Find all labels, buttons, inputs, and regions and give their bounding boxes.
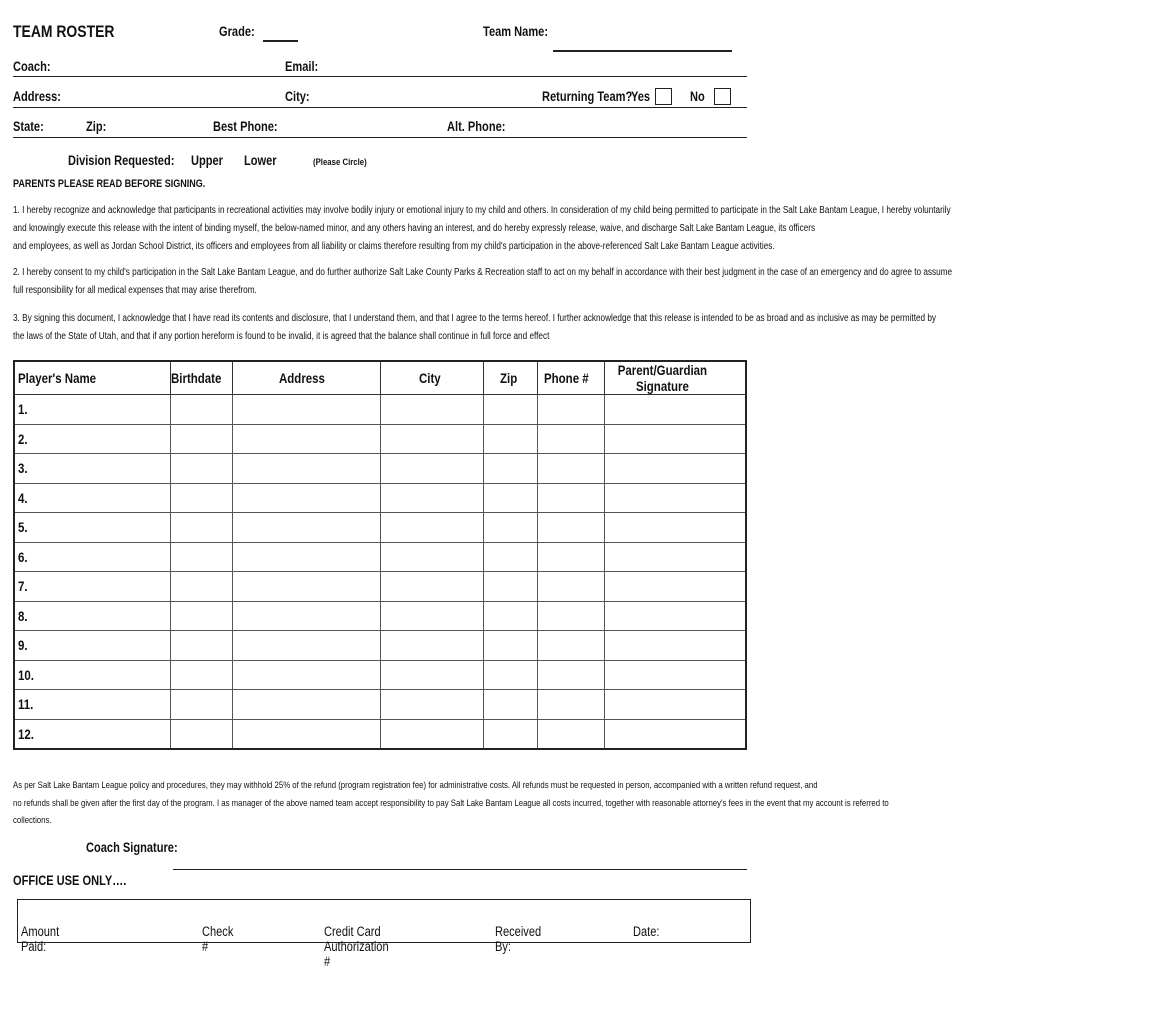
yes-label: Yes (631, 89, 651, 104)
player-name-cell[interactable] (14, 395, 170, 425)
table-row (14, 513, 746, 543)
roster-cell[interactable] (233, 631, 381, 661)
roster-cell[interactable] (483, 395, 537, 425)
player-name-cell[interactable] (14, 572, 170, 602)
division-upper[interactable]: Upper (191, 153, 223, 168)
roster-cell[interactable] (604, 513, 746, 543)
roster-cell[interactable] (483, 424, 537, 454)
release-paragraph-1: 1. I hereby recognize and acknowledge that participants in recreational activities may involve bodily injury or emotional injury to my child and others. In consideration of my child being permitted to participate in the Salt Lake Bantam League, I hereby voluntarily and knowingly execute this release with the intent of binding myself, the below-named minor, and any others having an interest, and do hereby expressly release, waive, and discharge Salt Lake Bantam League, its officers and employees, as well as Jordan School District, its officers and employees from all liability or claims therefore resulting from my child's participation in the above-referenced Salt Lake Bantam League activities. (13, 205, 951, 252)
roster-cell[interactable] (170, 483, 232, 513)
roster-cell[interactable] (170, 542, 232, 572)
zip-label: Zip: (86, 119, 107, 134)
roster-cell[interactable] (604, 660, 746, 690)
roster-cell[interactable] (170, 424, 232, 454)
roster-cell[interactable] (538, 513, 605, 543)
roster-cell[interactable] (233, 454, 381, 484)
roster-cell[interactable] (538, 424, 605, 454)
team-name-field[interactable] (553, 50, 732, 52)
roster-cell[interactable] (233, 719, 381, 749)
table-row (14, 454, 746, 484)
coach-email-line[interactable] (13, 76, 747, 77)
roster-cell[interactable] (483, 454, 537, 484)
row-number: 4. (18, 489, 28, 506)
release-paragraph-2: 2. I hereby consent to my child's participation in the Salt Lake Bantam League, and do further authorize Salt Lake County Parks & Recreation staff to act on my behalf in accordance with their best judgment in the case of an emergency and do agree to assume full responsibility for all medical expenses that may arise therefrom. (13, 267, 953, 296)
roster-cell[interactable] (170, 601, 232, 631)
roster-cell[interactable] (483, 542, 537, 572)
office-use-heading: OFFICE USE ONLY…. (13, 873, 127, 888)
alt-phone-label: Alt. Phone: (447, 119, 506, 134)
roster-cell[interactable] (381, 660, 484, 690)
form-title: TEAM ROSTER (13, 22, 115, 41)
roster-cell[interactable] (233, 572, 381, 602)
roster-cell[interactable] (604, 483, 746, 513)
phone-line[interactable] (13, 137, 747, 138)
roster-cell[interactable] (233, 513, 381, 543)
no-checkbox[interactable] (714, 88, 731, 105)
roster-cell[interactable] (538, 395, 605, 425)
row-number: 2. (18, 430, 28, 447)
roster-cell[interactable] (538, 719, 605, 749)
player-name-cell[interactable] (14, 454, 170, 484)
release-paragraph-3: 3. By signing this document, I acknowledge that I have read its contents and disclosure, that I understand them, and that I agree to the terms hereof. I further acknowledge that this release is intended to be as broad and as inclusive as may be permitted by the laws of the State of Utah, and that if any portion hereform is found to be invalid, it is agreed that the balance shall continue in full force and effect (13, 313, 937, 342)
roster-cell[interactable] (483, 690, 537, 720)
roster-cell[interactable] (233, 660, 381, 690)
table-row (14, 424, 746, 454)
column-header-signature: Parent/Guardian Signature (604, 361, 746, 395)
roster-cell[interactable] (604, 424, 746, 454)
grade-field[interactable] (263, 40, 298, 42)
column-header-birthdate: Birthdate (170, 361, 232, 395)
state-label: State: (13, 119, 44, 134)
player-name-cell[interactable] (14, 542, 170, 572)
row-number: 8. (18, 607, 28, 624)
roster-cell[interactable] (170, 395, 232, 425)
roster-cell[interactable] (381, 572, 484, 602)
table-row (14, 483, 746, 513)
roster-cell[interactable] (483, 660, 537, 690)
roster-cell[interactable] (381, 631, 484, 661)
yes-checkbox[interactable] (655, 88, 672, 105)
row-number: 6. (18, 548, 28, 565)
team-name-label: Team Name: (483, 24, 549, 39)
roster-cell[interactable] (233, 690, 381, 720)
roster-cell[interactable] (483, 513, 537, 543)
table-row (14, 690, 746, 720)
row-number: 3. (18, 460, 28, 477)
column-header-address: Address (233, 361, 381, 395)
roster-cell[interactable] (381, 542, 484, 572)
player-name-cell[interactable] (14, 513, 170, 543)
roster-cell[interactable] (381, 483, 484, 513)
roster-cell[interactable] (483, 572, 537, 602)
division-label: Division Requested: (68, 153, 175, 168)
roster-cell[interactable] (538, 631, 605, 661)
please-circle-note: (Please Circle) (313, 157, 367, 168)
roster-cell[interactable] (604, 690, 746, 720)
roster-cell[interactable] (233, 424, 381, 454)
column-header-city: City (381, 361, 484, 395)
table-row (14, 660, 746, 690)
table-row (14, 572, 746, 602)
roster-cell[interactable] (483, 719, 537, 749)
roster-cell[interactable] (381, 601, 484, 631)
table-row (14, 601, 746, 631)
player-name-cell[interactable] (14, 719, 170, 749)
roster-cell[interactable] (604, 572, 746, 602)
row-number: 1. (18, 401, 28, 418)
roster-cell[interactable] (233, 395, 381, 425)
roster-cell[interactable] (604, 542, 746, 572)
roster-table (13, 360, 747, 750)
roster-cell[interactable] (381, 424, 484, 454)
coach-signature-line[interactable] (173, 869, 747, 870)
roster-cell[interactable] (483, 631, 537, 661)
row-number: 11. (18, 696, 34, 713)
roster-cell[interactable] (538, 454, 605, 484)
roster-cell[interactable] (604, 719, 746, 749)
roster-cell[interactable] (381, 719, 484, 749)
table-row (14, 631, 746, 661)
office-use-box: Amount Paid: Check # Credit Card Authorization # Received By: Date: (17, 899, 751, 943)
email-label: Email: (285, 59, 319, 74)
roster-header-row (14, 361, 746, 395)
city-label: City: (285, 89, 310, 104)
player-name-cell[interactable] (14, 631, 170, 661)
column-header-zip: Zip (483, 361, 537, 395)
row-number: 5. (18, 519, 28, 536)
roster-cell[interactable] (604, 601, 746, 631)
no-label: No (690, 89, 705, 104)
returning-team-label: Returning Team? (542, 89, 633, 104)
row-number: 7. (18, 578, 28, 595)
roster-cell[interactable] (381, 690, 484, 720)
roster-cell[interactable] (170, 690, 232, 720)
player-name-cell[interactable] (14, 660, 170, 690)
best-phone-label: Best Phone: (213, 119, 278, 134)
row-number: 9. (18, 637, 28, 654)
roster-cell[interactable] (538, 690, 605, 720)
roster-cell[interactable] (381, 454, 484, 484)
roster-cell[interactable] (538, 601, 605, 631)
roster-cell[interactable] (538, 660, 605, 690)
roster-cell[interactable] (381, 513, 484, 543)
roster-cell[interactable] (538, 572, 605, 602)
row-number: 12. (18, 725, 34, 742)
table-row (14, 542, 746, 572)
table-row (14, 719, 746, 749)
roster-cell[interactable] (604, 631, 746, 661)
roster-cell[interactable] (233, 483, 381, 513)
roster-cell[interactable] (170, 454, 232, 484)
address-label: Address: (13, 89, 61, 104)
player-name-cell[interactable] (14, 601, 170, 631)
parents-notice: PARENTS PLEASE READ BEFORE SIGNING. (13, 178, 206, 190)
roster-cell[interactable] (538, 542, 605, 572)
roster-cell[interactable] (483, 601, 537, 631)
roster-cell[interactable] (604, 454, 746, 484)
roster-cell[interactable] (604, 395, 746, 425)
grade-label: Grade: (219, 24, 255, 39)
table-row (14, 395, 746, 425)
roster-cell[interactable] (233, 542, 381, 572)
roster-cell[interactable] (170, 719, 232, 749)
roster-cell[interactable] (170, 572, 232, 602)
coach-signature-label: Coach Signature: (86, 840, 178, 855)
roster-cell[interactable] (538, 483, 605, 513)
refund-policy: As per Salt Lake Bantam League policy and procedures, they may withhold 25% of the refund (program registration fee) for administrative costs. All refunds must be requested in person, accompanied with a written refund request, and no refunds shall be given after the first day of the program. I as manager of the above named team accept responsibility to pay Salt Lake Bantam League all costs incurred, together with reasonable attorney's fees in the event that my account is referred to collections. (13, 780, 889, 826)
player-name-cell[interactable] (14, 483, 170, 513)
column-header-phone: Phone # (538, 361, 605, 395)
roster-cell[interactable] (170, 513, 232, 543)
roster-cell[interactable] (483, 483, 537, 513)
address-line[interactable] (13, 107, 747, 108)
row-number: 10. (18, 666, 34, 683)
roster-cell[interactable] (233, 601, 381, 631)
player-name-cell[interactable] (14, 424, 170, 454)
roster-cell[interactable] (170, 660, 232, 690)
column-header-players-name: Player's Name (14, 361, 170, 395)
player-name-cell[interactable] (14, 690, 170, 720)
coach-label: Coach: (13, 59, 51, 74)
division-lower[interactable]: Lower (244, 153, 277, 168)
roster-cell[interactable] (170, 631, 232, 661)
roster-cell[interactable] (381, 395, 484, 425)
